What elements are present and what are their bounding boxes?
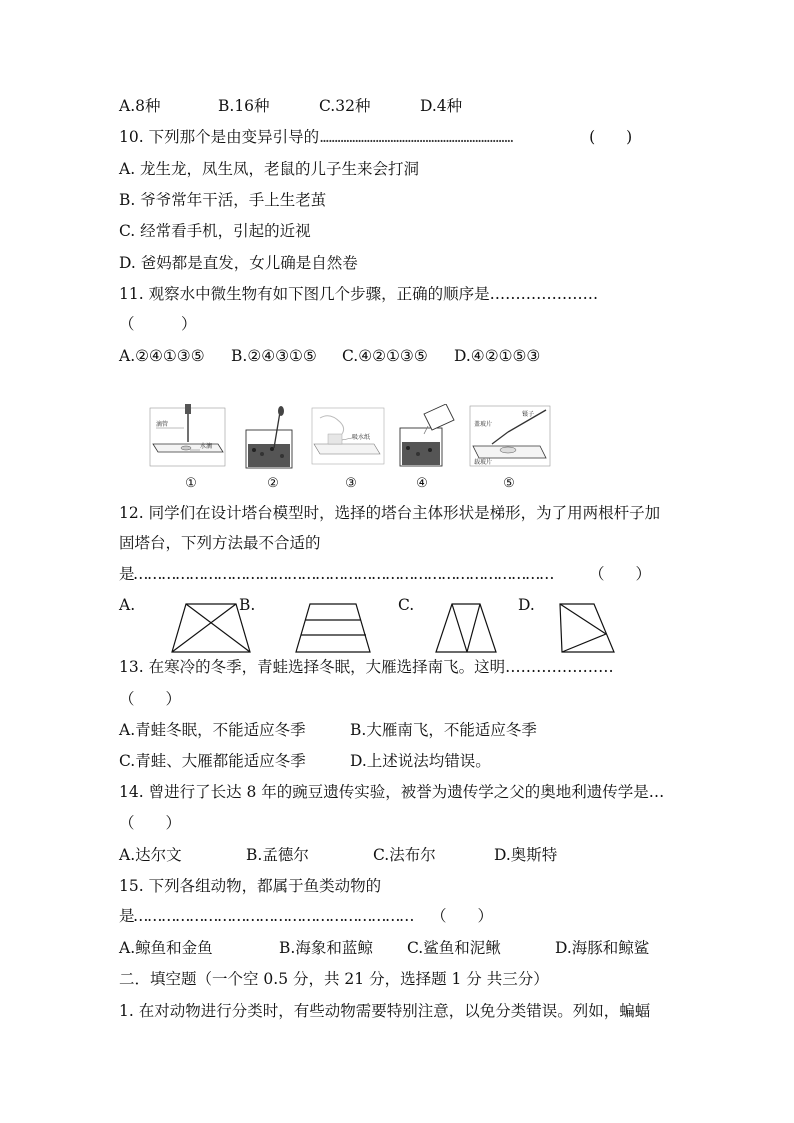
q15-stem-line2 xyxy=(119,906,493,926)
q15-option-a: A.鲸鱼和金鱼 xyxy=(119,939,213,957)
q11-stem: 11. 观察水中微生物有如下图几个步骤，正确的顺序是………………… xyxy=(119,285,599,303)
label-slide: 载玻片 xyxy=(474,459,493,466)
q12-option-b-label: B. xyxy=(239,596,256,614)
q10-option-a: A. 龙生龙，凤生凤，老鼠的儿子生来会打洞 xyxy=(119,160,420,178)
step-2-image xyxy=(246,406,292,468)
figure-label-2: ② xyxy=(267,476,279,491)
q14-paren: （ ） xyxy=(119,814,182,832)
q12-stem-line3 xyxy=(119,564,651,584)
q14-stem: 14. 曾进行了长达 8 年的豌豆遗传实验，被誉为遗传学之父的奥地利遗传学是… xyxy=(119,783,665,801)
label-blotting-paper: 吸水纸 xyxy=(352,434,371,441)
step-4-image xyxy=(400,404,454,466)
q10-option-b: B. 爷爷常年干活，手上生老茧 xyxy=(119,191,327,209)
q14-option-a: A.达尔文 xyxy=(119,846,182,864)
step-1-image xyxy=(150,404,225,466)
label-water-drop: 水滴 xyxy=(200,443,213,450)
section2-title: 二．填空题（一个空 0.5 分，共 21 分，选择题 1 分 共三分） xyxy=(119,970,549,988)
q11-option-c: C.④②①③⑤ xyxy=(342,347,428,365)
trapezoid-options-figure xyxy=(170,600,630,656)
q13-option-d: D.上述说法均错误。 xyxy=(350,752,491,770)
q9-option-b: B.16种 xyxy=(218,97,270,115)
q12-option-c-label: C. xyxy=(398,596,415,614)
q15-option-c: C.鲨鱼和泥鳅 xyxy=(407,939,501,957)
q15-stem-dots: 是…………………………………………………… xyxy=(119,907,414,925)
q15-stem-line1: 15. 下列各组动物，都属于鱼类动物的 xyxy=(119,877,382,895)
q11-paren: （ ） xyxy=(119,315,197,333)
step-5-image xyxy=(470,406,550,466)
q13-option-b: B.大雁南飞，不能适应冬季 xyxy=(350,721,537,739)
q12-stem-dots: 是……………………………………………………………………………… xyxy=(119,565,554,583)
q12-stem-line1: 12. 同学们在设计塔台模型时，选择的塔台主体形状是梯形，为了用两根杆子加 xyxy=(119,504,661,522)
q10-stem xyxy=(119,127,632,147)
q11-option-b: B.②④③①⑤ xyxy=(231,347,317,365)
trapezoid-c xyxy=(436,604,496,652)
section2-q1: 1. 在对动物进行分类时，有些动物需要特别注意，以免分类错误。列如，蝙蝠 xyxy=(119,1002,651,1020)
trapezoid-a xyxy=(172,604,250,652)
q15-option-d: D.海豚和鲸鲨 xyxy=(555,939,650,957)
q13-stem: 13. 在寒冷的冬季，青蛙选择冬眠，大雁选择南飞。这明………………… xyxy=(119,658,614,676)
figure-label-4: ④ xyxy=(416,476,428,491)
q10-paren: ( ) xyxy=(589,128,633,146)
q12-option-d-label: D. xyxy=(518,596,535,614)
q11-option-a: A.②④①③⑤ xyxy=(119,347,205,365)
q9-option-d: D.4种 xyxy=(420,97,463,115)
microscope-steps-figure xyxy=(148,404,554,470)
q9-option-c: C.32种 xyxy=(319,97,371,115)
label-forceps: 镊子 xyxy=(522,411,535,418)
figure-label-1: ① xyxy=(185,476,197,491)
q10-dots: .................................................................. xyxy=(319,128,513,146)
q9-option-a: A.8种 xyxy=(119,97,161,115)
figure-label-3: ③ xyxy=(345,476,357,491)
q12-stem-line2: 固塔台，下列方法最不合适的 xyxy=(119,534,321,552)
q11-option-d: D.④②①⑤③ xyxy=(454,347,541,365)
q12-option-a-label: A. xyxy=(119,596,136,614)
trapezoid-b xyxy=(296,604,370,652)
q13-paren: （ ） xyxy=(119,690,182,708)
q10-stem-text: 10. 下列那个是由变异引导的 xyxy=(119,128,320,146)
q14-option-c: C.法布尔 xyxy=(373,846,436,864)
q15-paren: （ ） xyxy=(431,907,494,925)
trapezoid-d xyxy=(560,604,614,652)
q10-option-c: C. 经常看手机，引起的近视 xyxy=(119,222,311,240)
q10-option-d: D. 爸妈都是直发，女儿确是自然卷 xyxy=(119,254,358,272)
q14-option-d: D.奥斯特 xyxy=(494,846,558,864)
q15-option-b: B.海象和蓝鲸 xyxy=(279,939,373,957)
q14-option-b: B.孟德尔 xyxy=(246,846,309,864)
step-3-image xyxy=(312,408,384,464)
label-dropper: 滴管 xyxy=(156,421,169,428)
q13-option-a: A.青蛙冬眠，不能适应冬季 xyxy=(119,721,306,739)
figure-label-5: ⑤ xyxy=(503,476,515,491)
q12-paren: （ ） xyxy=(589,565,652,583)
label-coverslip: 盖玻片 xyxy=(474,421,493,428)
q13-option-c: C.青蛙、大雁都能适应冬季 xyxy=(119,752,306,770)
